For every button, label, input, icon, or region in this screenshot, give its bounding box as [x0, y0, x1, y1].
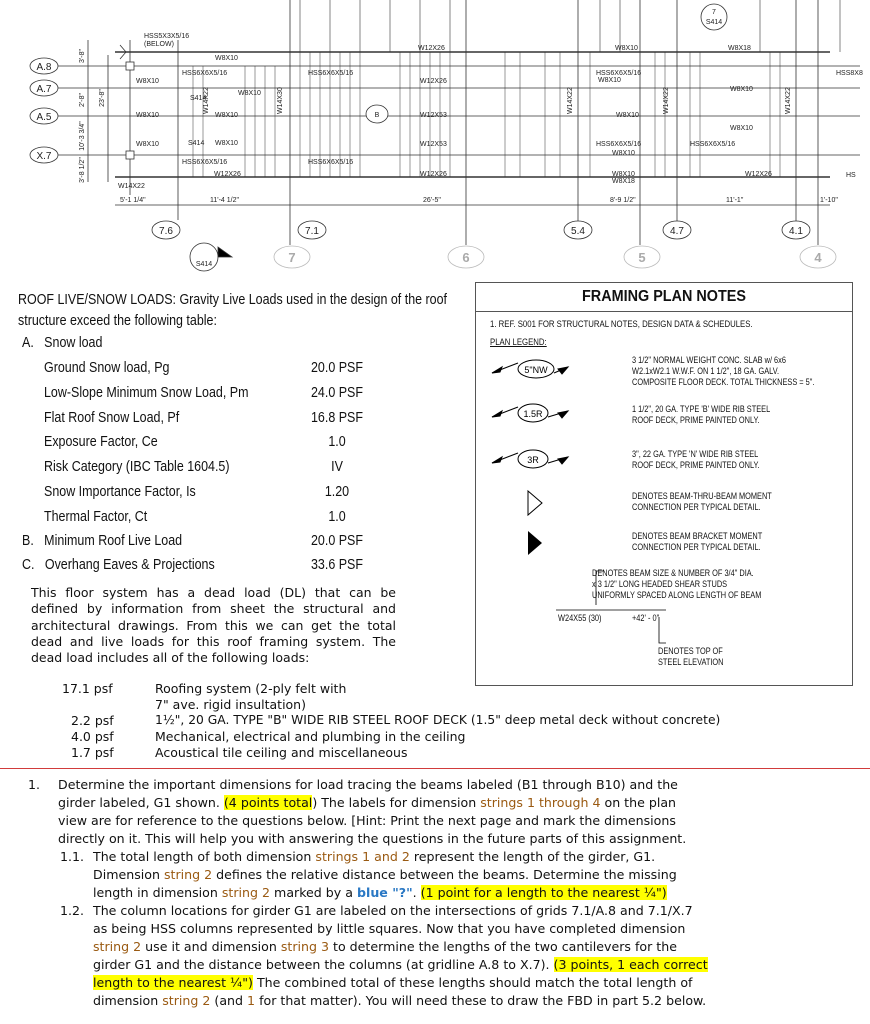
question-text: string 2 — [162, 993, 211, 1008]
grid-col-label-big: 4 — [814, 250, 822, 265]
question-text: The total length of both dimension — [93, 849, 316, 864]
question-text: (3 points, 1 each correct — [553, 957, 708, 972]
load-item-value: 24.0 PSF — [310, 385, 363, 401]
beam-example: W24X55 (30) — [558, 613, 602, 623]
beam-label: W8X10 — [730, 86, 753, 93]
section-divider — [0, 768, 870, 769]
col-dim: 26'-5" — [423, 197, 441, 204]
beam-thru-beam-icon — [528, 491, 542, 515]
beam-bracket-icon — [528, 531, 542, 555]
grid-label-a5: A.5 — [36, 112, 52, 123]
dead-load-value: 2.2 psf — [71, 713, 114, 728]
deck-desc: 3 1/2" NORMAL WEIGHT CONC. SLAB w/ 6x6 W2.1xW2.1 W.W.F. ON 1 1/2", 18 GA. GALV. COMPOSITE FLOOR DECK. TOTAL THICKNESS = 5". — [632, 355, 815, 387]
load-item-label: Snow Importance Factor, Is — [44, 484, 196, 500]
dead-load-desc: Roofing system (2-ply felt with — [155, 681, 347, 696]
grid-col-label: 7.6 — [159, 226, 173, 237]
beam-label: W8X10 — [612, 171, 635, 178]
question-number: 1. — [28, 777, 41, 792]
dead-load-desc: Mechanical, electrical and plumbing in the ceiling — [155, 729, 466, 744]
dead-load-paragraph: This floor system has a dead load (DL) that can be defined by information from sheet the structural and architectural drawings. From this we can get the total dead and live loads for this roof framing system. The dead load includes all of the following loads: — [31, 585, 396, 666]
load-item-value: 20.0 PSF — [310, 360, 363, 376]
beam-label: HSS6X6X5/16 — [596, 70, 642, 77]
question-text: on the plan — [600, 795, 677, 810]
question-line — [58, 830, 686, 848]
beam-label: S414 — [188, 140, 205, 147]
question-line — [93, 866, 677, 884]
beam-label: W8X10 — [136, 78, 159, 85]
beam-label: HSS6X6X5/16 — [182, 70, 228, 77]
question-text: use it and dimension — [141, 939, 281, 954]
deck-desc: 1 1/2", 20 GA. TYPE 'B' WIDE RIB STEEL ROOF DECK, PRIME PAINTED ONLY. — [632, 404, 771, 425]
question-text: view are for reference to the questions below. [Hint: Print the next page and mark the dimensions — [58, 813, 676, 828]
load-item-value: 1.0 — [328, 434, 346, 450]
load-section-c-value: 33.6 PSF — [310, 557, 363, 573]
deck-tag: 3R — [527, 455, 539, 465]
load-item-label: Risk Category (IBC Table 1604.5) — [44, 459, 230, 475]
question-text: (4 points total — [223, 795, 313, 810]
question-text: (and — [210, 993, 248, 1008]
question-text: string 2 — [221, 885, 271, 900]
grid-col-label-big: 5 — [638, 250, 646, 265]
question-text: length in dimension — [93, 885, 222, 900]
beam-label: W12X26 — [214, 171, 241, 178]
question-line — [93, 956, 708, 974]
beam-label: W8X10 — [136, 141, 159, 148]
beam-label: W14X22 — [663, 87, 670, 114]
dead-load-value: 4.0 psf — [71, 729, 114, 744]
beam-label: HSS6X6X5/16 — [596, 141, 642, 148]
beam-label: W8X10 — [615, 45, 638, 52]
section-ref: 7 — [712, 9, 716, 16]
question-text: marked by a — [270, 885, 357, 900]
question-text: for that matter). You will need these to draw the FBD in part 5.2 below. — [255, 993, 707, 1008]
col-dim: 8'-9 1/2" — [610, 197, 636, 204]
load-item-label: Flat Roof Snow Load, Pf — [44, 410, 180, 426]
question-line — [93, 902, 693, 920]
question-line — [93, 884, 667, 902]
beam-label: HSS6X6X5/16 — [182, 159, 228, 166]
col-dim: 5'-1 1/4" — [120, 197, 146, 204]
col-dim: 11'-4 1/2" — [210, 197, 239, 204]
question-text: Determine the important dimensions for load tracing the beams labeled (B1 through B10) and the — [58, 777, 678, 792]
question-line — [58, 812, 676, 830]
question-text: string 3 — [280, 939, 330, 954]
beam-label: W12X53 — [420, 112, 447, 119]
question-line — [93, 938, 677, 956]
beam-label: W14X22 — [785, 87, 792, 114]
moment-desc: DENOTES BEAM BRACKET MOMENT CONNECTION PER TYPICAL DETAIL. — [632, 531, 763, 552]
question-number: 1.1. — [60, 849, 85, 864]
dead-load-value: 1.7 psf — [71, 745, 114, 760]
col-dim: 11'-1" — [726, 197, 744, 204]
beam-label: W8X18 — [728, 45, 751, 52]
moment-desc: DENOTES BEAM-THRU-BEAM MOMENT CONNECTION PER TYPICAL DETAIL. — [632, 491, 772, 512]
load-item-label: Thermal Factor, Ct — [44, 509, 148, 525]
beam-label: W8X10 — [616, 112, 639, 119]
question-line — [93, 992, 706, 1010]
framing-plan-notes — [475, 282, 853, 686]
beam-label: W8X10 — [215, 140, 238, 147]
grid-col-label: 7.1 — [305, 226, 319, 237]
load-item-label: Ground Snow load, Pg — [44, 360, 170, 376]
note-1: 1. REF. S001 FOR STRUCTURAL NOTES, DESIGN DATA & SCHEDULES. — [490, 319, 753, 330]
beam-label: W12X26 — [420, 78, 447, 85]
question-text: string 2 — [93, 939, 142, 954]
question-text: Dimension — [93, 867, 164, 882]
question-line — [93, 974, 692, 992]
beam-label: HSS6X6X5/16 — [690, 141, 736, 148]
question-text: string 2 — [163, 867, 213, 882]
beam-label: W14X22 — [203, 87, 210, 114]
col-dim: 1'-10" — [820, 197, 838, 204]
elev-example: +42' - 0" — [632, 613, 660, 623]
question-text: . — [412, 885, 421, 900]
beam-label: W12X26 — [745, 171, 772, 178]
question-text: defines the relative distance between the beams. Determine the missing — [212, 867, 677, 882]
question-line — [93, 920, 685, 938]
question-text: 1 — [247, 993, 256, 1008]
roof-loads-section — [18, 290, 473, 332]
elev-desc: DENOTES TOP OF STEEL ELEVATION — [658, 646, 724, 667]
beam-label: W8X10 — [136, 112, 159, 119]
deck-tag: 1.5R — [523, 409, 543, 419]
question-text: represent the length of the girder, G1. — [409, 849, 656, 864]
beam-label: W8X10 — [215, 55, 238, 62]
framing-plan-drawing — [0, 0, 870, 275]
row-dim: 10'-3 3/4" — [79, 121, 86, 151]
grid-col-label-big: 6 — [462, 250, 470, 265]
dead-load-value: 17.1 psf — [62, 681, 113, 696]
deck-tag: 5"NW — [524, 365, 548, 375]
question-line — [58, 776, 678, 794]
beam-label: W14X22 — [567, 87, 574, 114]
question-text: The column locations for girder G1 are labeled on the intersections of grids 7.1/A.8 and 7.1/X.7 — [93, 903, 693, 918]
question-text: as being HSS columns represented by little squares. Now that you have completed dimension — [93, 921, 686, 936]
beam-label: W14X22 — [118, 183, 145, 190]
beam-label: W8X10 — [730, 125, 753, 132]
notes-divider — [476, 311, 852, 312]
moment-symbols — [526, 489, 546, 559]
grid-col-label: 4.7 — [670, 226, 684, 237]
grid-col-label: 4.1 — [789, 226, 803, 237]
beam-label: HSS8X8 — [836, 70, 863, 77]
notes-title: FRAMING PLAN NOTES — [582, 288, 746, 305]
beam-label: W8X10 — [215, 112, 238, 119]
load-section-b: B. Minimum Roof Live Load — [22, 533, 183, 549]
grid-label-a7: A.7 — [36, 84, 52, 95]
question-text: dimension — [93, 993, 163, 1008]
question-text: to determine the lengths of the two cantilevers for the — [329, 939, 677, 954]
load-item-label: Low-Slope Minimum Snow Load, Pm — [44, 385, 249, 401]
beam-label: S414 — [190, 95, 207, 102]
row-dim-total: 23'-8" — [99, 89, 106, 107]
question-number: 1.2. — [60, 903, 85, 918]
load-section-c: C. Overhang Eaves & Projections — [22, 557, 215, 573]
row-dim: 2'-8" — [79, 93, 86, 107]
load-item-label: Exposure Factor, Ce — [44, 434, 158, 450]
dead-load-desc: 7" ave. rigid insultation) — [155, 697, 306, 712]
load-item-value: IV — [331, 459, 343, 475]
row-dim: 3'-8" — [79, 49, 86, 63]
question-text: length to the nearest ¼") — [93, 975, 253, 990]
stud-desc: DENOTES BEAM SIZE & NUMBER OF 3/4" DIA. x 3 1/2" LONG HEADED SHEAR STUDS UNIFORMLY SPACED ALONG LENGTH OF BEAM — [592, 568, 762, 600]
beam-label: HSS6X6X5/16 — [308, 159, 354, 166]
row-dim: 3'-8 1/2" — [79, 157, 86, 183]
grid-label-x7: X.7 — [36, 151, 52, 162]
grid-col-label: 5.4 — [571, 226, 585, 237]
beam-label: W14X30 — [277, 87, 284, 114]
question-text: girder G1 and the distance between the columns (at gridline A.8 to X.7). — [93, 957, 554, 972]
load-item-value: 1.0 — [328, 509, 346, 525]
beam-label: (BELOW) — [144, 41, 174, 48]
beam-label: W12X26 — [418, 45, 445, 52]
section-ref: S414 — [195, 261, 213, 268]
section-ref: S414 — [705, 19, 723, 26]
question-text: The combined total of these lengths should match the total length of — [252, 975, 693, 990]
beam-label: W8X10 — [238, 90, 261, 97]
dead-load-desc: 1½", 20 GA. TYPE "B" WIDE RIB STEEL ROOF DECK (1.5" deep metal deck without concrete) — [155, 713, 721, 727]
load-section-b-value: 20.0 PSF — [310, 533, 363, 549]
question-text: strings 1 and 2 — [315, 849, 410, 864]
question-line — [93, 848, 655, 866]
tag-b: B — [374, 112, 380, 119]
dead-load-desc: Acoustical tile ceiling and miscellaneous — [155, 745, 408, 760]
question-text: strings 1 through 4 — [480, 795, 601, 810]
grid-label-a8: A.8 — [36, 62, 52, 73]
beam-label: HSS5X3X5/16 — [144, 33, 190, 40]
legend-heading: PLAN LEGEND: — [490, 337, 547, 348]
load-section-a: A. Snow load — [22, 335, 103, 351]
question-text: directly on it. This will help you with answering the questions in the future parts of this assignment. — [58, 831, 687, 846]
question-text: (1 point for a length to the nearest ¼") — [420, 885, 667, 900]
grid-col-label-big: 7 — [288, 250, 296, 265]
beam-label: HSS6X6X5/16 — [308, 70, 354, 77]
load-item-value: 1.20 — [324, 484, 350, 500]
beam-label: W12X26 — [420, 171, 447, 178]
beam-label: W8X10 — [612, 150, 635, 157]
question-text: ) The labels for dimension — [312, 795, 481, 810]
load-item-value: 16.8 PSF — [310, 410, 363, 426]
roof-loads-intro: ROOF LIVE/SNOW LOADS: Gravity Live Loads used in the design of the roof structure exceed the following table: — [18, 292, 448, 329]
question-line — [58, 794, 676, 812]
deck-tag-symbols — [488, 355, 583, 485]
beam-label: HS — [846, 172, 856, 179]
beam-label: W12X53 — [420, 141, 447, 148]
question-text: blue "?" — [356, 885, 413, 900]
deck-desc: 3", 22 GA. TYPE 'N' WIDE RIB STEEL ROOF DECK, PRIME PAINTED ONLY. — [632, 449, 760, 470]
question-text: girder labeled, G1 shown. — [58, 795, 224, 810]
beam-label: W8X10 — [598, 77, 621, 84]
beam-label: W8X18 — [612, 178, 635, 185]
